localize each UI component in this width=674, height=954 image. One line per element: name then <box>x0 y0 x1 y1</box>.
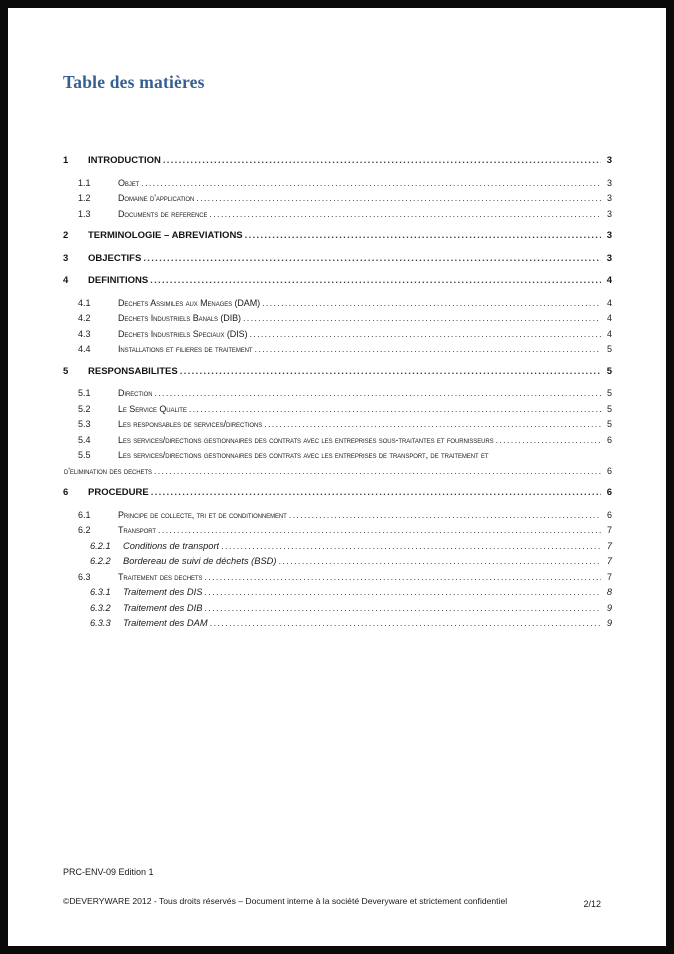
toc-entry[interactable] <box>63 601 612 617</box>
toc-leader-dots <box>243 311 601 327</box>
toc-entry-number: 1.3 <box>78 208 91 219</box>
toc-leader-dots <box>154 386 601 402</box>
toc-entry-number: 4 <box>63 275 69 286</box>
toc-entry-page: 3 <box>606 177 612 188</box>
toc-entry[interactable] <box>63 417 612 433</box>
footer-copyright: ©DEVERYWARE 2012 - Tous droits réservés – Document interne à la société Deveryware et strictement confidentiel <box>63 896 508 906</box>
toc-leader-dots <box>249 327 601 343</box>
toc-entry-page: 6 <box>606 509 612 520</box>
toc-leader-dots <box>278 554 601 570</box>
toc-entry-text: Dechets Industriels Banals (DIB) <box>118 313 241 323</box>
toc-leader-dots <box>163 153 601 169</box>
toc-leader-dots <box>151 485 601 501</box>
toc-entry[interactable] <box>63 273 612 289</box>
toc-entry-text: Les services/directions gestionnaires des contrats avec les entreprises sous-traitantes et fournisseurs <box>118 434 494 445</box>
toc-entry-page: 5 <box>606 403 612 414</box>
toc-entry-page: 6 <box>606 465 612 476</box>
toc-entry-page: 5 <box>606 344 612 354</box>
toc-leader-dots <box>141 176 601 192</box>
toc-entry-number: 4.2 <box>78 313 91 323</box>
toc-leader-dots <box>180 364 601 380</box>
toc-entry[interactable] <box>63 176 612 192</box>
toc-entry-number: 5.2 <box>78 403 91 414</box>
toc-entry[interactable] <box>63 311 612 327</box>
toc-entry[interactable] <box>63 554 612 570</box>
toc-entry-page: 6 <box>606 487 612 498</box>
toc-leader-dots <box>262 296 601 312</box>
toc-entry-number: 5.4 <box>78 434 91 445</box>
toc-entry-number: 6.2 <box>78 525 91 535</box>
toc-entry[interactable] <box>63 327 612 343</box>
toc-entry-page: 5 <box>606 365 612 377</box>
toc-entry[interactable] <box>63 296 612 312</box>
document-page <box>8 8 666 946</box>
toc-entry-number: 4.1 <box>78 297 91 308</box>
toc-entry-page: 7 <box>606 556 612 566</box>
toc-entry-text: Principe de collecte, tri et de conditionnement <box>118 509 287 520</box>
toc-entry-text: Domaine d'application <box>118 193 195 203</box>
toc-leader-dots <box>204 570 601 586</box>
toc-entry-continuation[interactable] <box>63 464 612 480</box>
toc-entry-number: 2 <box>63 230 69 241</box>
toc-entry[interactable] <box>63 402 612 418</box>
toc-entry-number: 5 <box>63 365 69 377</box>
toc-entry-page: 9 <box>606 618 612 628</box>
toc-entry[interactable] <box>63 386 612 402</box>
toc-entry[interactable] <box>63 153 612 169</box>
toc-entry-number: 6.3 <box>78 571 91 582</box>
toc-entry-text: Direction <box>118 388 153 398</box>
toc-entry-text: Les responsables de services/directions <box>118 419 263 429</box>
toc-entry-page: 7 <box>606 525 612 535</box>
toc-leader-dots <box>204 601 601 617</box>
toc-leader-dots <box>255 342 601 358</box>
toc-entry-page: 4 <box>606 297 612 308</box>
toc-entry-number: 6.3.2 <box>90 602 111 613</box>
toc-entry-text: Documents de reference <box>118 208 208 219</box>
toc-entry-number: 1.1 <box>78 177 91 188</box>
toc-entry-text: PROCEDURE <box>88 487 149 498</box>
toc-entry-number: 4.3 <box>78 328 91 339</box>
toc-entry-text: Transport <box>118 525 157 535</box>
toc-entry-text: INTRODUCTION <box>88 155 161 166</box>
toc-entry-number: 6 <box>63 487 69 498</box>
toc-entry-text: Bordereau de suivi de déchets (BSD) <box>123 556 277 566</box>
toc-entry-text: Objet <box>118 177 140 188</box>
toc-entry-text: Installations et filieres de traitement <box>118 344 253 354</box>
footer-doc-reference: PRC-ENV-09 Edition 1 <box>63 867 154 877</box>
toc-entry[interactable] <box>63 508 612 524</box>
toc-entry-number: 1 <box>63 155 69 166</box>
toc-leader-dots <box>496 433 601 449</box>
toc-entry[interactable] <box>63 448 612 464</box>
toc-leader-dots <box>196 191 601 207</box>
toc-leader-dots <box>221 539 601 555</box>
toc-entry-page: 7 <box>606 540 612 551</box>
toc-entry-page: 4 <box>606 328 612 339</box>
toc-entry-text: Traitement des DAM <box>123 618 208 628</box>
toc-entry-number: 5.3 <box>78 419 91 429</box>
toc <box>63 153 612 632</box>
toc-entry-number: 6.2.1 <box>90 540 111 551</box>
toc-entry[interactable] <box>63 364 612 380</box>
toc-entry-page: 3 <box>606 252 612 264</box>
toc-entry-page: 6 <box>606 434 612 445</box>
toc-entry-page: 9 <box>606 602 612 613</box>
toc-entry[interactable] <box>63 251 612 267</box>
toc-entry-number: 6.3.3 <box>90 618 111 628</box>
toc-entry-text: Dechets Assimiles aux Menages (DAM) <box>118 297 261 308</box>
toc-entry-page: 3 <box>606 155 612 166</box>
footer-page-indicator: 2/12 <box>583 899 601 909</box>
toc-entry-number: 6.2.2 <box>90 556 111 566</box>
toc-entry-text: RESPONSABILITES <box>88 365 178 377</box>
toc-entry[interactable] <box>63 191 612 207</box>
toc-entry-text: d'elimination des dechets <box>64 465 152 476</box>
toc-leader-dots <box>245 228 601 244</box>
toc-entry-number: 5.5 <box>78 450 91 460</box>
page-title: Table des matières <box>63 72 205 92</box>
toc-entry-text: Les services/directions gestionnaires des contrats avec les entreprises de transport, de traitement et <box>118 450 489 460</box>
toc-entry-text: Le Service Qualite <box>118 403 187 414</box>
toc-entry-text: Conditions de transport <box>123 540 220 551</box>
toc-leader-dots <box>209 207 601 223</box>
toc-entry-text: OBJECTIFS <box>88 252 142 264</box>
toc-entry[interactable] <box>63 207 612 223</box>
toc-leader-dots <box>189 402 601 418</box>
toc-entry-number: 4.4 <box>78 344 91 354</box>
toc-entry[interactable] <box>63 585 612 601</box>
toc-entry-text: DEFINITIONS <box>88 275 149 286</box>
toc-entry-page: 3 <box>606 230 612 241</box>
toc-entry[interactable] <box>63 433 612 449</box>
toc-entry-text: Traitement des dechets <box>118 571 203 582</box>
toc-entry[interactable] <box>63 342 612 358</box>
toc-leader-dots <box>154 464 601 480</box>
toc-entry[interactable] <box>63 485 612 501</box>
toc-entry-number: 6.1 <box>78 509 91 520</box>
toc-leader-dots <box>158 523 601 539</box>
toc-leader-dots <box>264 417 601 433</box>
toc-entry-page: 5 <box>606 388 612 398</box>
toc-entry[interactable] <box>63 570 612 586</box>
toc-entry-page: 4 <box>606 313 612 323</box>
toc-entry-text: Traitement des DIB <box>123 602 203 613</box>
footer <box>63 895 612 909</box>
toc-entry-page: 3 <box>606 193 612 203</box>
toc-entry-page: 4 <box>606 275 612 286</box>
toc-entry-page: 7 <box>606 571 612 582</box>
toc-entry-number: 6.3.1 <box>90 587 111 597</box>
toc-entry-text: Traitement des DIS <box>123 587 203 597</box>
toc-entry-page: 3 <box>606 208 612 219</box>
toc-entry-page: 5 <box>606 419 612 429</box>
toc-entry-text: Dechets Industriels Speciaux (DIS) <box>118 328 248 339</box>
toc-entry[interactable] <box>63 228 612 244</box>
toc-entry[interactable] <box>63 616 612 632</box>
toc-entry-text: TERMINOLOGIE – ABREVIATIONS <box>88 230 243 241</box>
toc-entry-page: 8 <box>606 587 612 597</box>
toc-leader-dots <box>210 616 601 632</box>
toc-leader-dots <box>204 585 601 601</box>
toc-leader-dots <box>289 508 601 524</box>
toc-entry[interactable] <box>63 523 612 539</box>
toc-entry[interactable] <box>63 539 612 555</box>
toc-leader-dots <box>150 273 601 289</box>
toc-leader-dots <box>143 251 601 267</box>
toc-entry-number: 1.2 <box>78 193 91 203</box>
toc-entry-number: 3 <box>63 252 69 264</box>
toc-entry-number: 5.1 <box>78 388 91 398</box>
